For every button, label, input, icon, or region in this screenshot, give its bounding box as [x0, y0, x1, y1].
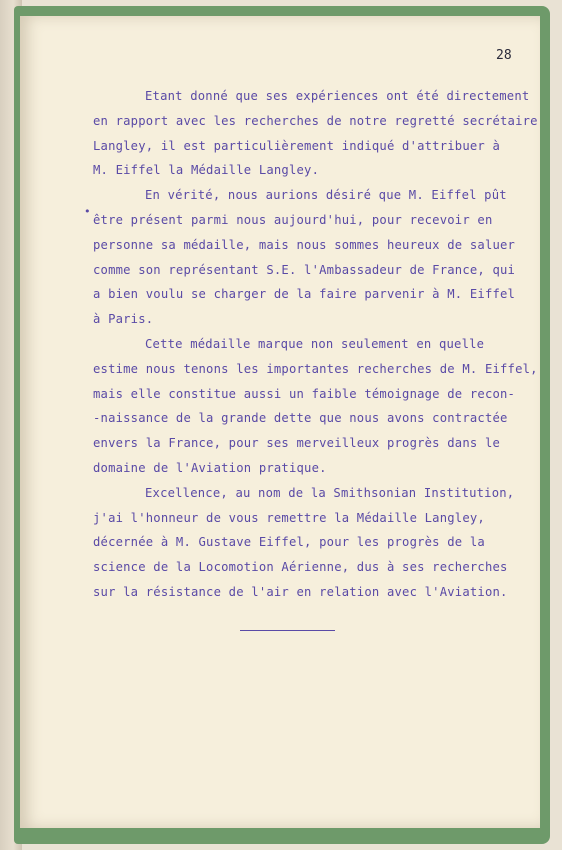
- text-line: estime nous tenons les importantes recherches de M. Eiffel,: [93, 361, 538, 376]
- text-line: Etant donné que ses expériences ont été directement: [145, 89, 530, 103]
- text-line: personne sa médaille, mais nous sommes heureux de saluer: [93, 237, 516, 252]
- typed-letter-body: [93, 84, 538, 605]
- text-line: à Paris.: [93, 312, 154, 327]
- text-line: en rapport avec les recherches de notre regretté secrétaire: [93, 113, 538, 128]
- text-line: En vérité, nous aurions désiré que M. Eiffel pût: [145, 188, 507, 203]
- text-line: sur la résistance de l'air en relation avec l'Aviation.: [93, 584, 508, 599]
- text-line: Langley, il est particulièrement indiqué d'attribuer à: [93, 138, 501, 153]
- text-line: comme son représentant S.E. l'Ambassadeur de France, qui: [93, 262, 516, 277]
- text-line: envers la France, pour ses merveilleux progrès dans le: [93, 436, 501, 451]
- closing-rule: [240, 630, 335, 631]
- show-through-text: [80, 606, 550, 806]
- text-line: science de la Locomotion Aérienne, dus à ses recherches: [93, 560, 508, 575]
- text-line: a bien voulu se charger de la faire parvenir à M. Eiffel: [93, 287, 516, 302]
- text-line: -naissance de la grande dette que nous avons contractée: [93, 411, 508, 426]
- text-line: Excellence, au nom de la Smithsonian Institution,: [145, 485, 515, 500]
- text-line: domaine de l'Aviation pratique.: [93, 460, 327, 475]
- text-line: décernée à M. Gustave Eiffel, pour les progrès de la: [93, 535, 485, 550]
- text-line: être présent parmi nous aujourd'hui, pour recevoir en: [93, 212, 493, 227]
- text-line: mais elle constitue aussi un faible témoignage de recon-: [93, 386, 516, 401]
- text-line: j'ai l'honneur de vous remettre la Médaille Langley,: [93, 510, 485, 525]
- page-number: 28: [496, 48, 512, 63]
- margin-mark: •: [84, 205, 91, 218]
- text-line: Cette médaille marque non seulement en quelle: [145, 336, 485, 351]
- text-line: M. Eiffel la Médaille Langley.: [93, 163, 320, 178]
